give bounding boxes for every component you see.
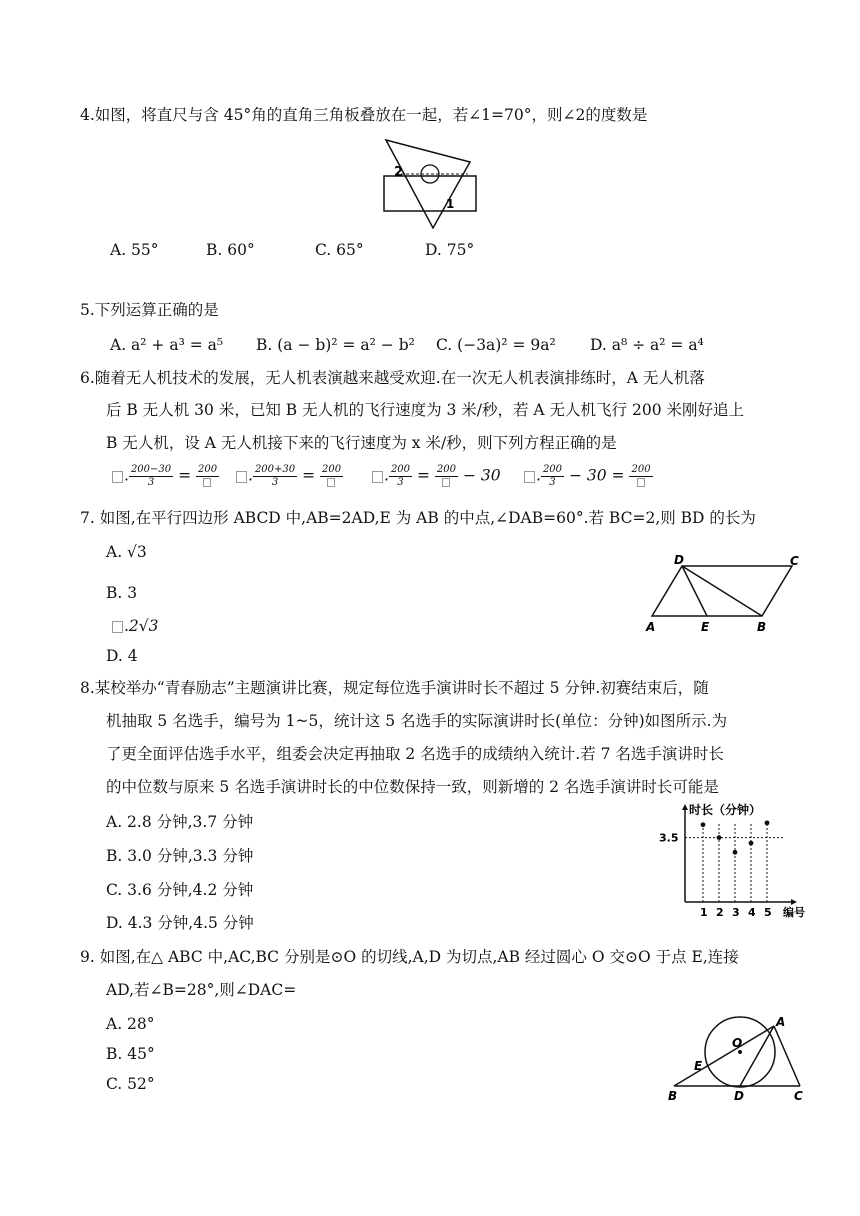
q6-d-left-fraction: $\frac{200}{3}$ <box>542 464 563 488</box>
q7-label-e: E <box>701 620 710 634</box>
q9-label-o: O <box>732 1036 743 1050</box>
q7-option-d[interactable]: D. 4 <box>106 647 138 665</box>
q9-circle-tangent-figure <box>660 1012 810 1104</box>
q8-option-d[interactable]: D. 4.3 分钟,4.5 分钟 <box>106 914 254 932</box>
q6-option-d[interactable]: . $\frac{200}{3}$ − 30 = 200 <box>524 464 653 489</box>
q7-option-b[interactable]: B. 3 <box>106 584 138 602</box>
q7-label-d: D <box>674 553 684 567</box>
data-point <box>733 850 738 855</box>
q6-c-left-fraction: $\frac{200}{3}$ <box>390 464 411 488</box>
q7-parallelogram-figure <box>640 552 810 636</box>
q4-angle-2-label: 2 <box>394 165 404 180</box>
q8-option-c[interactable]: C. 3.6 分钟,4.2 分钟 <box>106 881 254 899</box>
x-tick-label: 1 <box>700 906 708 918</box>
q8-option-a[interactable]: A. 2.8 分钟,3.7 分钟 <box>106 813 254 831</box>
q5-option-a[interactable]: A. a² + a³ = a⁵ <box>110 336 224 354</box>
missing-glyph-box <box>372 471 383 483</box>
q6-a-right-fraction: 200 <box>196 464 219 489</box>
q9-label-d: D <box>734 1089 744 1103</box>
q5-stem: 5.下列运算正确的是 <box>80 301 219 319</box>
q6-option-b[interactable]: . $\frac{200+30}{3}$ = 200 <box>236 464 343 489</box>
q7-option-a[interactable]: A. √3 <box>106 543 147 561</box>
q7-label-c: C <box>790 554 799 568</box>
q6-d-right-fraction: 200 <box>629 464 652 489</box>
reference-label: 3.5 <box>659 831 679 845</box>
q4-angle-1-label: 1 <box>446 197 455 211</box>
x-tick-label: 2 <box>716 906 724 918</box>
q6-b-right-fraction: 200 <box>320 464 343 489</box>
q9-label-a: A <box>776 1015 786 1029</box>
missing-glyph-box <box>112 621 123 633</box>
q6-c-right-fraction: 200 <box>435 464 458 489</box>
q9-option-b[interactable]: B. 45° <box>106 1045 155 1063</box>
q9-stem-line-2: AD,若∠B=28°,则∠DAC= <box>106 981 297 999</box>
x-tick-label: 5 <box>764 906 772 918</box>
q9-label-e: E <box>694 1059 703 1073</box>
q6-b-left-fraction: $\frac{200+30}{3}$ <box>254 464 296 488</box>
x-tick-label: 3 <box>732 906 740 918</box>
q6-option-c[interactable]: . $\frac{200}{3}$ = 200 − 30 <box>372 464 501 489</box>
q9-option-c[interactable]: C. 52° <box>106 1075 155 1093</box>
data-point <box>717 835 722 840</box>
q6-stem-line-1: 6.随着无人机技术的发展，无人机表演越来越受欢迎.在一次无人机表演排练时，A 无人机落 <box>80 369 705 387</box>
q4-option-c[interactable]: C. 65° <box>315 241 364 259</box>
x-axis-label: 编号 <box>783 906 805 918</box>
q8-stem-line-1: 8.某校举办“青春励志”主题演讲比赛，规定每位选手演讲时长不超过 5 分钟.初赛结束后，随 <box>80 679 709 697</box>
q9-stem-line-1: 9. 如图,在△ ABC 中,AC,BC 分别是⊙O 的切线,A,D 为切点,AB 经过圆心 O 交⊙O 于点 E,连接 <box>80 948 739 966</box>
q8-stem-line-4: 的中位数与原来 5 名选手演讲时长的中位数保持一致，则新增的 2 名选手演讲时长可能是 <box>106 778 719 796</box>
q4-stem: 4.如图，将直尺与含 45°角的直角三角板叠放在一起，若∠1=70°，则∠2的度数是 <box>80 106 648 124</box>
q5-option-c[interactable]: C. (−3a)² = 9a² <box>436 336 556 354</box>
q7-label-a: A <box>646 620 656 634</box>
y-axis-arrow <box>682 804 688 810</box>
q5-option-b[interactable]: B. (a − b)² = a² − b² <box>256 336 415 354</box>
missing-glyph-box <box>236 471 247 483</box>
q4-option-d[interactable]: D. 75° <box>425 241 475 259</box>
q6-a-left-fraction: $\frac{200-30}{3}$ <box>130 464 172 488</box>
q9-option-a[interactable]: A. 28° <box>106 1015 155 1033</box>
x-tick-label: 4 <box>748 906 756 918</box>
q9-label-b: B <box>668 1089 678 1103</box>
q4-option-a[interactable]: A. 55° <box>110 241 159 259</box>
q7-label-b: B <box>757 620 767 634</box>
q6-option-a[interactable]: . $\frac{200-30}{3}$ = 200 <box>112 464 219 489</box>
q7-option-c[interactable]: .2√3 <box>112 616 159 636</box>
data-point <box>765 820 770 825</box>
missing-glyph-box <box>524 471 535 483</box>
data-point <box>701 822 706 827</box>
q6-stem-line-2: 后 B 无人机 30 米，已知 B 无人机的飞行速度为 3 米/秒，若 A 无人机飞行 200 米刚好追上 <box>106 401 744 419</box>
missing-glyph-box <box>112 471 123 483</box>
q4-option-b[interactable]: B. 60° <box>206 241 255 259</box>
q6-stem-line-3: B 无人机，设 A 无人机接下来的飞行速度为 x 米/秒，则下列方程正确的是 <box>106 434 617 452</box>
q8-stem-line-3: 了更全面评估选手水平，组委会决定再抽取 2 名选手的成绩纳入统计.若 7 名选手演讲时长 <box>106 745 724 763</box>
q8-duration-chart <box>655 800 815 918</box>
y-axis-label: 时长（分钟） <box>689 803 762 817</box>
q5-option-d[interactable]: D. a⁸ ÷ a² = a⁴ <box>590 336 704 354</box>
q9-label-c: C <box>794 1089 803 1103</box>
q7-stem: 7. 如图,在平行四边形 ABCD 中,AB=2AD,E 为 AB 的中点,∠DAB=60°.若 BC=2,则 BD 的长为 <box>80 509 756 527</box>
q8-stem-line-2: 机抽取 5 名选手，编号为 1~5，统计这 5 名选手的实际演讲时长(单位：分钟)如图所示.为 <box>106 712 728 730</box>
data-point <box>749 841 754 846</box>
x-axis-arrow <box>791 899 797 905</box>
q8-option-b[interactable]: B. 3.0 分钟,3.3 分钟 <box>106 847 254 865</box>
q4-ruler-triangle-figure <box>376 136 486 232</box>
